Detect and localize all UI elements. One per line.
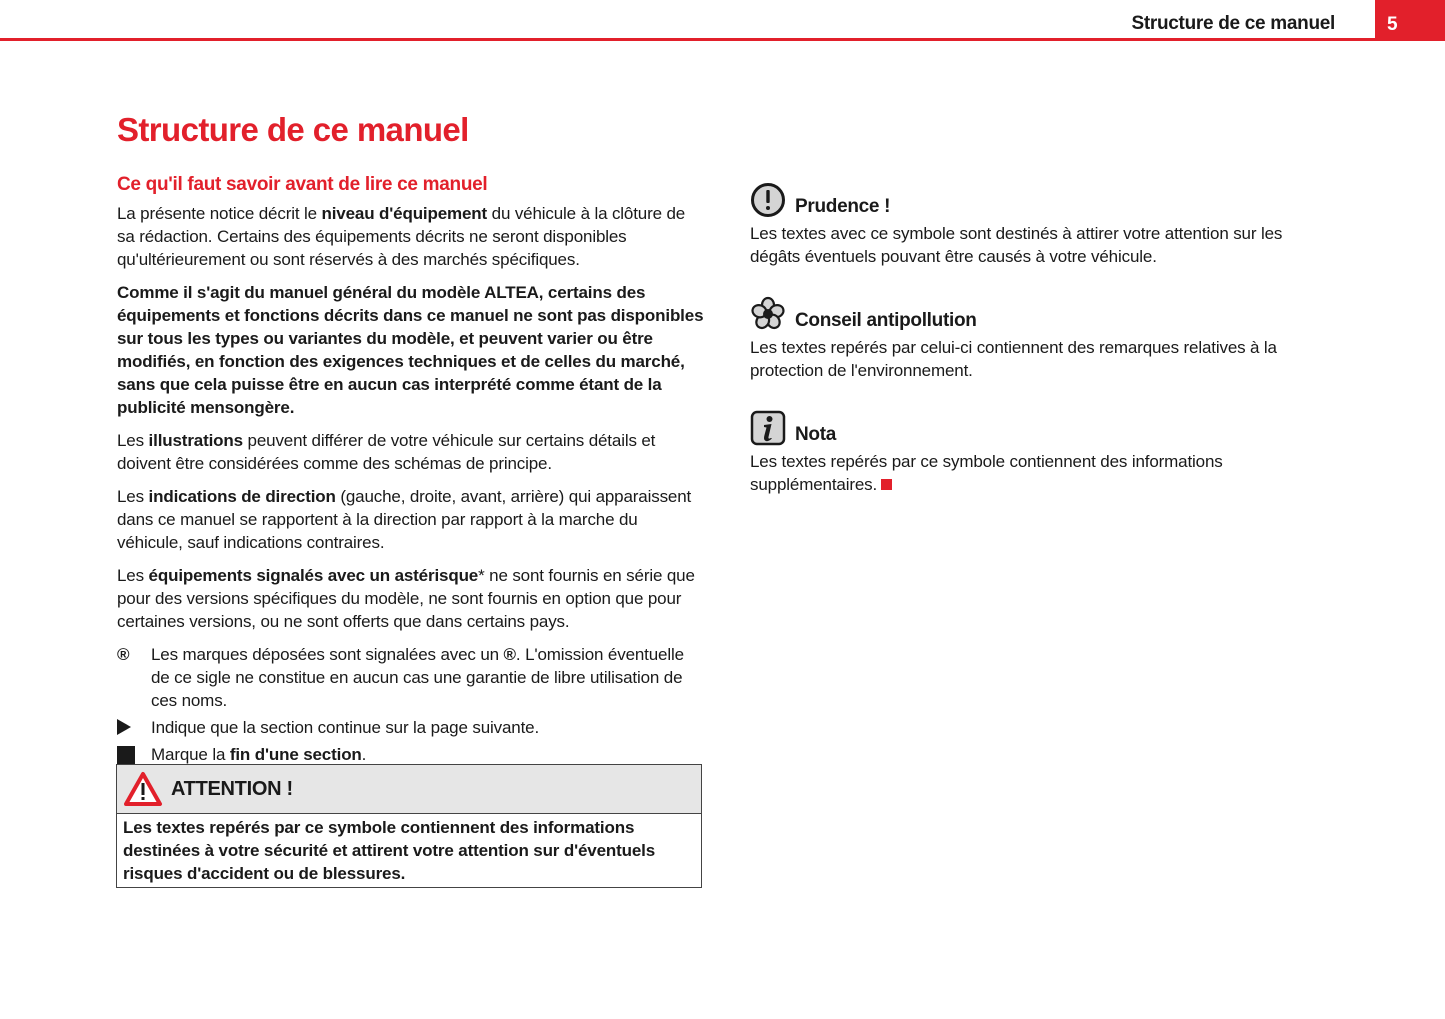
flower-icon <box>750 296 786 332</box>
text: Indique que la section continue sur la page suivante. <box>151 718 540 737</box>
paragraph-illustrations <box>117 429 705 475</box>
running-header-title: Structure de ce manuel <box>1131 13 1335 34</box>
legend-text <box>151 743 366 766</box>
paragraph-directions <box>117 485 705 554</box>
text: * ne sont fournis en série que pour des versions spécifiques du modèle, ne sont fournis en option que pour certaines versions, ou ne sont offerts que dans certains pays. <box>117 566 695 631</box>
paragraph-altea-disclaimer: Comme il s'agit du manuel général du modèle ALTEA, certains des équipements et fonctions décrits dans ce manuel ne sont pas disponibles sur tous les types ou variantes du modèle, et peuvent varier ou être modifiés, en fonction des exigences techniques et de celles du marché, sans que cela puisse être en aucun cas interprété comme étant de la publicité mensongère. <box>117 283 704 417</box>
emphasis: fin d'une section <box>229 745 362 764</box>
text: Les marques déposées sont signalées avec un <box>151 645 504 664</box>
exclamation-circle-icon <box>750 182 786 218</box>
note-title: Nota <box>795 424 837 445</box>
legend-item-registered <box>117 643 705 712</box>
legend-text <box>151 716 539 739</box>
emphasis: équipements signalés avec un astérisque <box>148 566 479 585</box>
attention-box <box>116 764 702 888</box>
header-rule <box>0 38 1375 41</box>
attention-title: ATTENTION ! <box>171 777 293 800</box>
info-icon <box>750 410 786 446</box>
text: La présente notice décrit le <box>117 204 322 223</box>
text: . L'omission éventuelle de ce sigle ne constitue en aucun cas une garantie de libre utilisation de ces noms. <box>151 645 684 710</box>
note-title: Prudence ! <box>795 196 891 217</box>
note-antipollution <box>750 290 1330 382</box>
text: Les <box>117 431 149 450</box>
section-subtitle: Ce qu'il faut savoir avant de lire ce manuel <box>117 174 488 195</box>
end-of-section-icon <box>881 479 892 490</box>
note-text <box>750 450 1330 496</box>
note-text: Les textes avec ce symbole sont destinés à attirer votre attention sur les dégâts éventuels pouvant être causés à votre véhicule. <box>750 224 1283 266</box>
text: (gauche, droite, avant, arrière) qui apparaissent dans ce manuel se rapportent à la direction par rapport à la marche du véhicule, sauf indications contraires. <box>117 487 692 552</box>
warning-triangle-icon <box>123 771 163 807</box>
square-icon <box>117 746 135 764</box>
emphasis: illustrations <box>148 431 243 450</box>
attention-header <box>117 765 701 814</box>
text: Les <box>117 487 149 506</box>
page-number: 5 <box>1375 0 1445 41</box>
note-title: Conseil antipollution <box>795 310 977 331</box>
emphasis: ® <box>503 645 516 664</box>
note-text: Les textes repérés par celui-ci contiennent des remarques relatives à la protection de l'environnement. <box>750 338 1277 380</box>
attention-text: Les textes repérés par ce symbole contiennent des informations destinées à votre sécurité et attirent votre attention sur d'éventuels risques d'accident ou de blessures. <box>123 818 656 883</box>
text: peuvent différer de votre véhicule sur certains détails et doivent être considérées comme des schémas de principe. <box>117 431 656 473</box>
note-prudence <box>750 176 1330 268</box>
legend-text <box>151 643 705 712</box>
paragraph-asterisk <box>117 564 705 633</box>
emphasis: indications de direction <box>148 487 336 506</box>
text: Les textes repérés par ce symbole contiennent des informations supplémentaires. <box>750 452 1223 494</box>
page-title: Structure de ce manuel <box>117 111 469 148</box>
legend-item-continues <box>117 716 705 739</box>
text: du véhicule à la clôture de sa rédaction. Certains des équipements décrits ne seront disponibles qu'ultérieurement ou sont réservés à des marchés spécifiques. <box>117 204 686 269</box>
left-column <box>117 172 705 770</box>
text: Les <box>117 566 149 585</box>
text: . <box>361 745 367 764</box>
emphasis: niveau d'équipement <box>321 204 488 223</box>
text: Marque la <box>151 745 230 764</box>
note-nota <box>750 404 1330 496</box>
registered-icon: ® <box>117 645 130 664</box>
right-column <box>750 176 1330 518</box>
legend-item-end-section <box>117 743 705 766</box>
triangle-right-icon <box>117 719 131 735</box>
paragraph-equipment-level <box>117 202 705 271</box>
